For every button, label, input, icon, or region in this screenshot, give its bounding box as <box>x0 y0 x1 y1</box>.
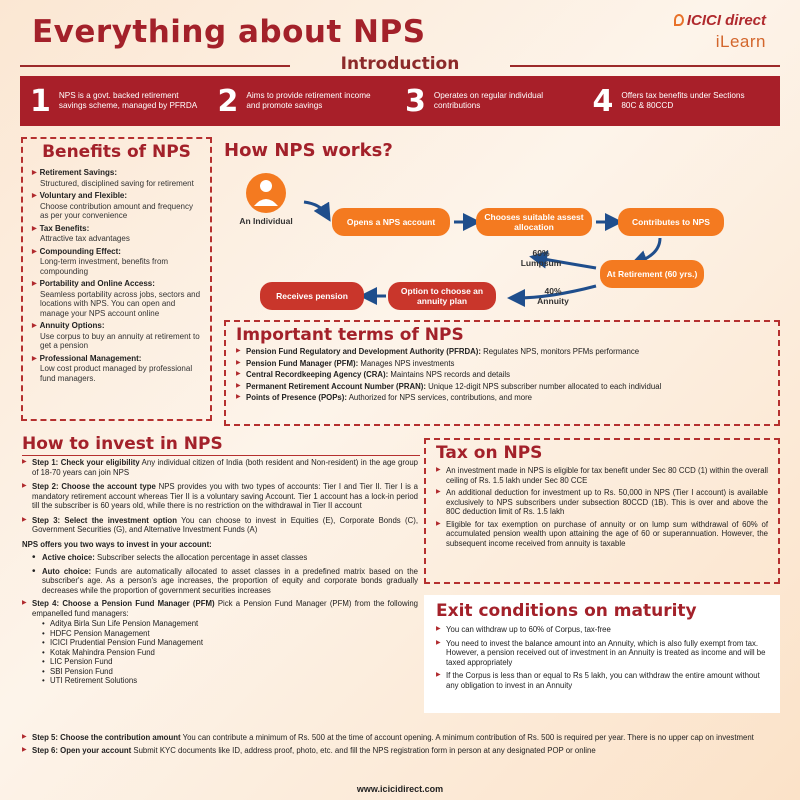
exit-item: ▶ If the Corpus is less than or equal to Rs 5 lakh, you can withdraw the entire amount without any obligation to invest in an Annuity <box>436 671 768 690</box>
annuity-plan-step: Option to choose an annuity plan <box>388 282 496 310</box>
benefit-desc: Structured, disciplined saving for retirement <box>40 178 194 188</box>
term-item <box>236 382 768 392</box>
intro-number: 2 <box>217 83 239 119</box>
choice-text: Funds are automatically allocated to asset classes in a predefined matrix based on the subscriber's age. As a person's age increases, the proportion of equity and corporate bonds gradually decreases while the proportion of government securities increases <box>42 566 418 595</box>
annuity-label: 40% Annuity <box>537 286 569 306</box>
step-heading: Step 5: Choose the contribution amount <box>32 733 181 742</box>
step-text: Submit KYC documents like ID, address proof, photo, etc. and fill the NPS registration form in person at any designated POP or online <box>131 745 596 755</box>
benefit-item <box>32 168 201 188</box>
benefits-title: Benefits of NPS <box>42 142 191 162</box>
tax-item: ▶ Eligible for tax exemption on purchase of annuity or on lump sum withdrawal of 60% of accumulated pension wealth upon attaining the age of 60 or superannuation. However, the subsequent income received from annuity is taxable <box>436 520 768 549</box>
benefit-heading: ▶ Retirement Savings: <box>32 168 201 179</box>
exit-box <box>424 595 780 713</box>
pfm-list <box>22 619 418 686</box>
benefit-heading: ▶ Tax Benefits: <box>32 224 201 235</box>
intro-item <box>593 84 781 119</box>
choice-text: Subscriber selects the allocation percentage in asset classes <box>94 553 308 562</box>
term-name: Points of Presence (POPs): <box>246 393 347 403</box>
intro-heading: Introduction <box>0 54 800 74</box>
term-item <box>236 359 768 369</box>
flow-arrows <box>220 162 780 342</box>
icici-direct-logo <box>674 12 766 52</box>
benefit-item <box>32 321 201 351</box>
arrow-1 <box>304 202 326 214</box>
term-name: Pension Fund Regulatory and Development Authority (PFRDA): <box>246 347 481 356</box>
intro-number: 3 <box>405 83 426 119</box>
term-desc: Manages NPS investments <box>358 358 455 368</box>
step-text: You can choose to invest in Equities (E), Corporate Bonds (C), Government Securities (G), and Alternative Investment Funds (A) <box>32 515 418 534</box>
bottom-steps <box>22 733 780 760</box>
pfm-item: • Kotak Mahindra Pension Fund <box>42 648 418 658</box>
contribute-step: Contributes to NPS <box>618 208 724 236</box>
step-heading: Step 3: Select the investment option <box>32 515 177 525</box>
benefit-item <box>32 354 201 384</box>
exit-item: ▶ You need to invest the balance amount into an Annuity, which is also fully exempt from tax. However, a pension received out of investment in an Annuity is treated as income and will be taxed appropriately <box>436 639 768 668</box>
step-text: Pick a Pension Fund Manager (PFM) from the following empanelled fund managers: <box>32 599 418 618</box>
choice-heading: Auto choice: <box>42 566 92 576</box>
benefit-heading: ▶ Voluntary and Flexible: <box>32 191 201 202</box>
intro-number: 4 <box>592 83 614 119</box>
intro-number: 1 <box>30 83 51 119</box>
intro-text: NPS is a govt. backed retirement savings scheme, managed by PFRDA <box>58 91 198 110</box>
benefit-desc: Choose contribution amount and frequency as per your convenience <box>40 201 193 220</box>
pfm-item: • Aditya Birla Sun Life Pension Management <box>42 619 418 629</box>
auto-choice <box>22 567 418 596</box>
benefit-item <box>32 279 201 318</box>
term-item <box>236 347 768 357</box>
step-text: You can contribute a minimum of Rs. 500 at the time of account opening. A minimum contribution of Rs. 500 is required per year. There is no upper cap on investment <box>180 733 754 742</box>
pfm-item: • UTI Retirement Solutions <box>42 676 418 686</box>
individual-label: An Individual <box>239 216 293 226</box>
step-2 <box>22 482 418 511</box>
invest-section <box>22 458 418 690</box>
step-4 <box>22 599 418 618</box>
tax-item: ▶ An additional deduction for investment up to Rs. 50,000 in NPS (Tier I account) is available exclusively to NPS subscribers under subsection 80CCD (1B). This is over and above the 80C deduction limit of Rs. 1.5 lakh <box>436 488 768 517</box>
term-desc: Unique 12-digit NPS subscriber number allocated to each individual <box>425 381 662 391</box>
benefit-desc: Attractive tax advantages <box>40 234 130 243</box>
benefit-heading: ▶ Portability and Online Access: <box>32 279 201 290</box>
icici-logo-icon <box>674 14 684 26</box>
intro-item <box>30 84 218 119</box>
benefit-heading: ▶ Annuity Options: <box>32 321 201 332</box>
step-3 <box>22 516 418 535</box>
term-desc: Maintains NPS records and details <box>388 370 511 380</box>
intro-text: Aims to provide retirement income and promote savings <box>246 91 371 110</box>
terms-title: Important terms of NPS <box>236 325 464 345</box>
retirement-step: At Retirement (60 yrs.) <box>600 260 704 288</box>
intro-text: Operates on regular individual contributions <box>433 91 544 110</box>
term-name: Pension Fund Manager (PFM): <box>246 358 359 368</box>
benefit-desc: Use corpus to buy an annuity at retirement to get a pension <box>40 331 200 350</box>
asset-allocation-step: Chooses suitable assest allocation <box>476 208 592 236</box>
pfm-item: • HDFC Pension Management <box>42 629 418 639</box>
tax-title: Tax on NPS <box>436 443 543 463</box>
footer-link[interactable]: www.icicidirect.com <box>356 784 444 794</box>
step-heading: Step 2: Choose the account type <box>32 482 156 491</box>
how-flow-diagram <box>220 162 780 342</box>
pfm-item: • SBI Pension Fund <box>42 667 418 677</box>
step-heading: Step 6: Open your account <box>32 745 132 755</box>
step-text: Any individual citizen of India (both resident and Non-resident) in the age group of 18-70 years can join NPS <box>32 458 418 477</box>
exit-title: Exit conditions on maturity <box>436 601 697 621</box>
term-desc: Authorized for NPS services, contributions, and more <box>346 393 532 403</box>
step-heading: Step 1: Check your eligibility <box>32 458 140 467</box>
benefit-desc: Long-term investment, benefits from compounding <box>40 257 169 276</box>
receives-pension-step: Receives pension <box>260 282 364 310</box>
individual-icon <box>246 173 286 213</box>
term-item <box>236 370 768 380</box>
benefits-box <box>21 137 212 421</box>
benefit-item <box>32 224 201 244</box>
logo-ilearn: iLearn <box>715 32 766 51</box>
intro-item <box>218 84 406 119</box>
benefit-item <box>32 247 201 277</box>
lumpsum-label: 60% Lumpsum <box>520 248 562 268</box>
term-item <box>236 393 768 403</box>
benefit-heading: ▶ Compounding Effect: <box>32 247 201 258</box>
intro-item <box>405 84 593 119</box>
step-heading: Step 4: Choose a Pension Fund Manager (PFM) <box>32 599 215 608</box>
open-account-step: Opens a NPS account <box>332 208 450 236</box>
terms-box <box>224 320 780 426</box>
exit-item: ▶ You can withdraw up to 60% of Corpus, tax-free <box>436 625 768 635</box>
intro-text: Offers tax benefits under Sections 80C & 80CCD <box>621 91 745 110</box>
page-title: Everything about NPS <box>32 14 426 50</box>
step-5 <box>22 733 780 743</box>
term-name: Central Recordkeeping Agency (CRA): <box>246 370 389 380</box>
pfm-item: • LIC Pension Fund <box>42 657 418 667</box>
step-text: NPS provides you with two types of accounts: Tier I and Tier II. Tier I is a mandatory retirement account whereas Tier II is a voluntary saving Account. Tier 1 account has a lock-in period till the subscriber is 60 years old, while there is no restriction on the withdrawal in Tier II account <box>32 482 418 510</box>
invest-divider <box>22 455 420 456</box>
benefit-heading: ▶ Professional Management: <box>32 354 201 365</box>
how-title: How NPS works? <box>224 140 393 161</box>
intro-band <box>20 76 780 126</box>
invest-title: How to invest in NPS <box>22 434 223 454</box>
benefit-desc: Seamless portability across jobs, sectors and locations with NPS. You can open and manage your NPS account online <box>40 289 201 318</box>
tax-box <box>424 438 780 584</box>
term-name: Permanent Retirement Account Number (PRAN): <box>246 381 426 391</box>
benefit-desc: Low cost product managed by professional fund managers. <box>40 364 193 383</box>
step-1 <box>22 458 418 477</box>
pfm-item: • ICICI Prudential Pension Fund Management <box>42 638 418 648</box>
choice-heading: Active choice: <box>42 553 95 562</box>
step-6 <box>22 746 780 756</box>
logo-brand: ICICI direct <box>686 12 766 29</box>
term-desc: Regulates NPS, monitors PFMs performance <box>480 347 640 356</box>
active-choice <box>22 553 418 563</box>
benefit-item <box>32 191 201 221</box>
invest-ways: NPS offers you two ways to invest in your account: <box>22 539 212 549</box>
arrow-4 <box>638 238 660 262</box>
tax-item: ▶ An investment made in NPS is eligible for tax benefit under Sec 80 CCD (1) within the overall ceiling of Rs. 1.5 lakh under Sec 80 CCE <box>436 466 768 485</box>
